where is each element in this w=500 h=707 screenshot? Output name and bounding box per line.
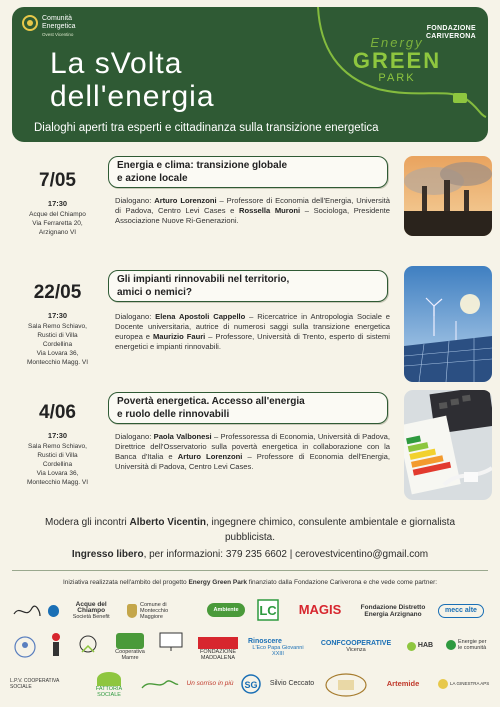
- partner-logo-rinoscere: [248, 632, 308, 664]
- project-name: Energy Green Park: [188, 579, 247, 586]
- event-title-line1: Gli impianti rinnovabili nel territorio,: [117, 274, 290, 285]
- cariverona-line1: FONDAZIONE: [426, 25, 476, 32]
- title-line1: La sVolta: [50, 47, 183, 80]
- event-title: [108, 156, 388, 188]
- initiative-prefix: Iniziativa realizzata nell'ambito del progetto: [62, 579, 189, 586]
- partner-name: LA GINESTRA APS: [450, 681, 490, 686]
- place-line: Via Lovara 36,: [36, 470, 79, 477]
- ce-logo-line3: Ovest Vicentino: [42, 32, 74, 37]
- speaker-name: Arturo Lorenzoni: [177, 452, 243, 461]
- event-date-block: [10, 282, 105, 367]
- event-title-line1: Povertà energetica. Accesso all'energia: [117, 396, 305, 407]
- partner-name: Artemide: [386, 679, 420, 688]
- partner-name: L.P.V. COOPERATIVA SOCIALE: [10, 678, 60, 690]
- partner-name: FATTORIA SOCIALE: [95, 686, 123, 698]
- partner-name: Un sorriso in più: [186, 680, 234, 687]
- coat-of-arms-icon: [127, 604, 137, 618]
- contact-info[interactable]: , per informazioni: 379 235 6602 | cerovestvicentino@gmail.com: [143, 549, 429, 560]
- header-banner: [12, 7, 488, 142]
- bulb-icon: [446, 640, 456, 650]
- event-date: 4/06: [39, 402, 76, 423]
- moderator-name: Alberto Vicentin: [129, 517, 206, 528]
- event-date: 22/05: [33, 282, 82, 303]
- place-line: Arzignano VI: [38, 229, 77, 236]
- house-icon: [116, 633, 144, 649]
- speaker-name: Arturo Lorenzoni: [154, 196, 217, 205]
- event-time: 17:30: [47, 431, 68, 440]
- ce-logo-line2: Energetica: [42, 23, 76, 30]
- event-date-block: [10, 170, 105, 237]
- partner-logo-figure: [44, 630, 68, 660]
- industry-smokestack-photo: [404, 156, 492, 236]
- farm-icon: [97, 672, 121, 686]
- partner-logo-lpv: [10, 670, 66, 698]
- partner-name: mecc alte: [438, 604, 484, 618]
- partner-logo-oval-emblem: [322, 670, 370, 700]
- ce-logo-line1: Comunità: [42, 15, 72, 22]
- event-title-line2: e azione locale: [117, 173, 188, 184]
- svg-text:SG: SG: [244, 680, 258, 690]
- cariverona-line2: CARIVERONA: [425, 33, 476, 40]
- partner-logo-mecc-alte: [432, 602, 490, 620]
- partner-logo-acque-del-chiampo: [48, 600, 120, 622]
- place-line: Via Ferraretta 20,: [32, 220, 83, 227]
- speaker-role: – Professore di Economia dell'Energia, Università di Padova, Centro Levi Cases e: [115, 196, 390, 215]
- speaker-name: Paola Valbonesi: [153, 432, 212, 441]
- water-drop-icon: [48, 605, 59, 617]
- event-place: [10, 322, 105, 367]
- plug-icon: [22, 15, 38, 31]
- place-line: Cordellina: [42, 341, 73, 348]
- place-line: Sala Remo Schiavo,: [28, 323, 87, 330]
- place-line: Rustici di Villa: [37, 452, 78, 459]
- partner-name: CONFCOOPERATIVE: [320, 640, 392, 647]
- partner-sub: Società Benefit: [72, 614, 110, 620]
- place-line: Rustici di Villa: [37, 332, 78, 339]
- partner-logo-lc: [255, 598, 281, 622]
- partner-logo-people-circle: [10, 630, 40, 664]
- event-title-line1: Energia e clima: transizione globale: [117, 160, 288, 171]
- partner-logo-ginestra: [436, 672, 492, 696]
- egp-line2: GREEN: [352, 48, 442, 73]
- desc-prefix: Dialogano:: [115, 312, 156, 321]
- event-time: 17:30: [47, 199, 68, 208]
- event-description: [115, 196, 390, 226]
- partner-logo-fondazione-distretto: [358, 598, 428, 624]
- free-entry-label: Ingresso libero: [71, 549, 144, 560]
- event-description: [115, 312, 390, 352]
- event-place: [10, 210, 105, 237]
- leaf-icon: [407, 642, 416, 651]
- event-date-block: [10, 402, 105, 487]
- partner-logo-confcooperative: [318, 634, 394, 660]
- partner-name: Fondazione Distretto Energia Arzignano: [360, 603, 426, 618]
- partner-name: MAGIS: [298, 602, 342, 617]
- desc-prefix: Dialogano:: [115, 196, 155, 205]
- building-icon: [198, 637, 238, 649]
- initiative-suffix: finanziato dalla Fondazione Cariverona e che vede come partner:: [247, 579, 438, 586]
- partner-name: Silvio Ceccato: [269, 680, 315, 687]
- partner-logo-ambiente: [202, 599, 250, 621]
- partner-logo-artemide: [374, 674, 432, 694]
- svg-text:LC: LC: [259, 603, 277, 618]
- comunita-energetica-logo: [22, 15, 75, 39]
- event-title: [108, 270, 388, 302]
- partner-name: Rinoscere: [248, 638, 282, 645]
- partner-logo-magis: [288, 600, 352, 620]
- partner-logo-fattoria-sociale: [84, 670, 134, 700]
- partner-logo-script-green: [138, 672, 182, 696]
- event-time: 17:30: [47, 311, 68, 320]
- partner-logo-comune-montecchio: [127, 598, 197, 624]
- speaker-role: – Professore, Università di Trento, esperto di sistemi energetici e impianti rinnovabili.: [115, 332, 390, 351]
- partner-logo-fondazione-maddalena: [190, 636, 246, 662]
- moderator-note: [40, 515, 460, 545]
- speaker-role: – Ricercatrice in Antropologia Sociale e Docente universitaria, autrice di numerosi saggi sulla transizione energetica europea e: [115, 312, 390, 341]
- partner-name: Acque del Chiampo: [75, 601, 107, 614]
- event-description: [115, 432, 390, 472]
- partner-name: FONDAZIONE MADDALENA: [199, 649, 237, 661]
- partner-logo-cooperativa-mamre: [108, 632, 152, 662]
- partner-logo-silvio-ceccato: [264, 674, 320, 694]
- speaker-name: Rossella Muroni: [238, 206, 301, 215]
- energy-bill-calculator-photo: [404, 390, 492, 500]
- event-title-line2: amici o nemici?: [117, 287, 193, 298]
- place-line: Sala Remo Schiavo,: [28, 443, 87, 450]
- moderator-prefix: Modera gli incontri: [44, 517, 130, 528]
- initiative-note: [12, 579, 488, 586]
- partner-logo-sign: [156, 630, 186, 652]
- speaker-role: – Professoressa di Economia, Università di Padova, Direttrice dell'Osservatorio sulla povertà energetica in collaborazione con la Banca d'Italia e: [115, 432, 390, 461]
- egp-line1: Energy: [370, 35, 424, 50]
- partner-name: Comune di Montecchio Maggiore: [140, 602, 169, 620]
- partner-logo-hab: [400, 634, 440, 658]
- partner-name: Cooperativa Mamre: [115, 649, 145, 661]
- partner-sub: Vicenza: [346, 647, 366, 653]
- partner-logo-hands: [76, 632, 100, 660]
- flower-icon: [438, 679, 448, 689]
- speaker-name: Elena Apostoli Cappello: [155, 312, 246, 321]
- partner-logo-scribble: [10, 600, 44, 622]
- speaker-name: Maurizio Fauri: [152, 332, 206, 341]
- info-line: [40, 549, 460, 560]
- title-line2: dell'energia: [50, 80, 215, 113]
- place-line: Montecchio Magg. VI: [26, 479, 89, 486]
- place-line: Acque del Chiampo: [29, 211, 86, 218]
- desc-prefix: Dialogano:: [115, 432, 154, 441]
- speaker-role: – Professore di Economia dell'Energia, Università di Padova, Centro Levi Cases.: [115, 452, 390, 471]
- partner-name: Energie per le comunità: [458, 639, 487, 651]
- solar-panels-wind-turbines-photo: [404, 266, 492, 382]
- partner-name: HAB: [417, 642, 434, 649]
- page-title: [50, 47, 215, 113]
- place-line: Cordellina: [42, 461, 73, 468]
- partner-name: Ambiente: [207, 603, 244, 617]
- speaker-role: – Sociologa, Presidente Associazione Nuove Ri-Generazioni.: [115, 206, 391, 225]
- place-line: Montecchio Magg. VI: [26, 359, 89, 366]
- divider: [12, 570, 488, 571]
- event-title: [108, 392, 388, 424]
- partner-logo-sg: [240, 672, 262, 696]
- event-title-line2: e ruolo delle rinnovabili: [117, 409, 230, 420]
- partner-logo-energie-comunita: [444, 632, 492, 658]
- moderator-suffix: , ingegnere chimico, consulente ambientale e giornalista pubblicista.: [205, 517, 456, 543]
- energy-green-park-logo: [342, 35, 452, 105]
- egp-line3: PARK: [378, 72, 416, 84]
- event-place: [10, 442, 105, 487]
- place-line: Via Lovara 36,: [36, 350, 79, 357]
- event-date: 7/05: [39, 170, 76, 191]
- partner-name: L'Eco Papa Giovanni XXIII: [252, 645, 304, 657]
- subtitle: Dialoghi aperti tra esperti e cittadinanza sulla transizione energetica: [34, 122, 379, 134]
- partner-logo-sorriso: [186, 670, 234, 698]
